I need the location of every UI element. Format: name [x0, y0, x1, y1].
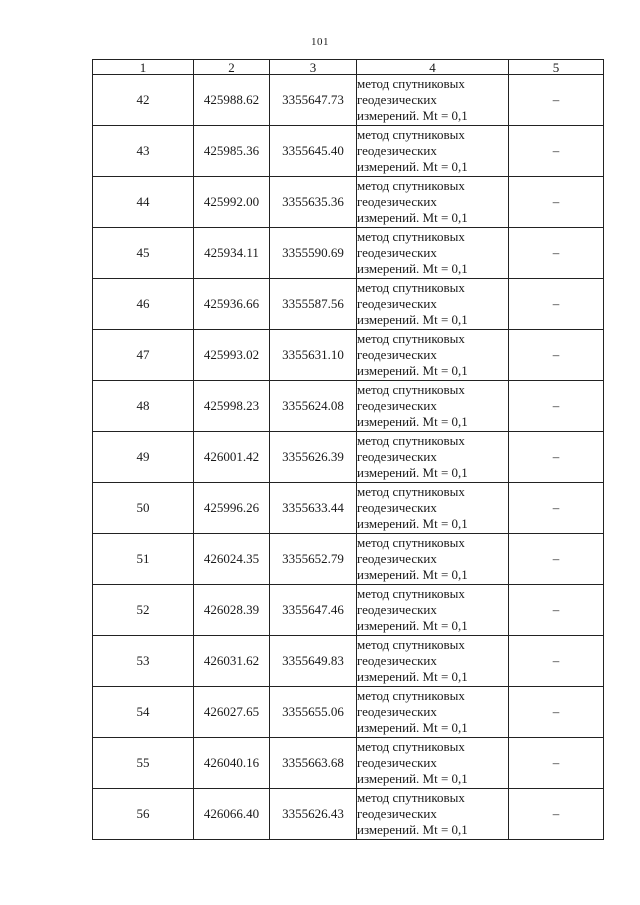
method-line: геодезических: [357, 806, 437, 821]
y-coordinate-cell: 3355652.79: [270, 534, 357, 585]
x-coordinate-cell: 426066.40: [194, 789, 270, 840]
y-coordinate-cell: 3355624.08: [270, 381, 357, 432]
method-line: геодезических: [357, 602, 437, 617]
method-line: геодезических: [357, 194, 437, 209]
table-row: [93, 534, 604, 585]
method-line: метод спутниковых: [357, 433, 465, 448]
y-coordinate-cell: 3355635.36: [270, 177, 357, 228]
method-line: метод спутниковых: [357, 280, 465, 295]
method-line: геодезических: [357, 245, 437, 260]
point-number-cell: 52: [93, 585, 194, 636]
column-header-5: 5: [509, 60, 604, 75]
x-coordinate-cell: 426001.42: [194, 432, 270, 483]
method-line: измерений. Mt = 0,1: [357, 465, 468, 480]
method-cell: [357, 126, 509, 177]
x-coordinate-cell: 425992.00: [194, 177, 270, 228]
method-line: измерений. Mt = 0,1: [357, 516, 468, 531]
point-number-cell: 54: [93, 687, 194, 738]
table-header: [93, 60, 604, 75]
x-coordinate-cell: 426028.39: [194, 585, 270, 636]
point-number-cell: 53: [93, 636, 194, 687]
method-line: измерений. Mt = 0,1: [357, 159, 468, 174]
table-body: [93, 75, 604, 840]
point-number-cell: 51: [93, 534, 194, 585]
x-coordinate-cell: 426024.35: [194, 534, 270, 585]
method-line: метод спутниковых: [357, 688, 465, 703]
method-line: измерений. Mt = 0,1: [357, 720, 468, 735]
x-coordinate-cell: 426031.62: [194, 636, 270, 687]
method-line: метод спутниковых: [357, 382, 465, 397]
table-row: [93, 738, 604, 789]
method-line: измерений. Mt = 0,1: [357, 669, 468, 684]
method-line: измерений. Mt = 0,1: [357, 363, 468, 378]
table-row: [93, 279, 604, 330]
method-cell: [357, 687, 509, 738]
method-line: измерений. Mt = 0,1: [357, 261, 468, 276]
method-line: метод спутниковых: [357, 127, 465, 142]
column-header-1: 1: [93, 60, 194, 75]
note-cell: –: [509, 381, 604, 432]
method-cell: [357, 330, 509, 381]
coordinates-table: [92, 59, 604, 840]
table-row: [93, 789, 604, 840]
method-line: геодезических: [357, 143, 437, 158]
method-line: метод спутниковых: [357, 331, 465, 346]
note-cell: –: [509, 228, 604, 279]
method-cell: [357, 75, 509, 126]
table-row: [93, 177, 604, 228]
column-header-4: 4: [357, 60, 509, 75]
page-number: 101: [311, 36, 329, 48]
note-cell: –: [509, 483, 604, 534]
method-line: метод спутниковых: [357, 229, 465, 244]
table-row: [93, 75, 604, 126]
x-coordinate-cell: 425998.23: [194, 381, 270, 432]
method-line: измерений. Mt = 0,1: [357, 771, 468, 786]
table-row: [93, 585, 604, 636]
note-cell: –: [509, 330, 604, 381]
x-coordinate-cell: 425996.26: [194, 483, 270, 534]
method-line: геодезических: [357, 449, 437, 464]
note-cell: –: [509, 687, 604, 738]
y-coordinate-cell: 3355645.40: [270, 126, 357, 177]
note-cell: –: [509, 534, 604, 585]
header-row: [93, 60, 604, 75]
y-coordinate-cell: 3355647.73: [270, 75, 357, 126]
note-cell: –: [509, 738, 604, 789]
method-line: геодезических: [357, 347, 437, 362]
method-cell: [357, 789, 509, 840]
x-coordinate-cell: 425993.02: [194, 330, 270, 381]
x-coordinate-cell: 425985.36: [194, 126, 270, 177]
method-line: метод спутниковых: [357, 76, 465, 91]
method-line: метод спутниковых: [357, 739, 465, 754]
method-cell: [357, 279, 509, 330]
method-line: геодезических: [357, 500, 437, 515]
method-line: геодезических: [357, 296, 437, 311]
x-coordinate-cell: 425988.62: [194, 75, 270, 126]
method-line: геодезических: [357, 551, 437, 566]
x-coordinate-cell: 426040.16: [194, 738, 270, 789]
method-line: геодезических: [357, 398, 437, 413]
y-coordinate-cell: 3355590.69: [270, 228, 357, 279]
method-cell: [357, 177, 509, 228]
point-number-cell: 43: [93, 126, 194, 177]
method-cell: [357, 585, 509, 636]
method-line: измерений. Mt = 0,1: [357, 210, 468, 225]
y-coordinate-cell: 3355647.46: [270, 585, 357, 636]
method-line: измерений. Mt = 0,1: [357, 567, 468, 582]
method-line: измерений. Mt = 0,1: [357, 312, 468, 327]
method-cell: [357, 228, 509, 279]
method-line: геодезических: [357, 92, 437, 107]
note-cell: –: [509, 279, 604, 330]
note-cell: –: [509, 75, 604, 126]
method-line: измерений. Mt = 0,1: [357, 822, 468, 837]
y-coordinate-cell: 3355663.68: [270, 738, 357, 789]
method-line: метод спутниковых: [357, 178, 465, 193]
table-row: [93, 228, 604, 279]
method-line: измерений. Mt = 0,1: [357, 414, 468, 429]
table-row: [93, 330, 604, 381]
y-coordinate-cell: 3355626.39: [270, 432, 357, 483]
table-row: [93, 687, 604, 738]
point-number-cell: 44: [93, 177, 194, 228]
x-coordinate-cell: 426027.65: [194, 687, 270, 738]
table-row: [93, 381, 604, 432]
note-cell: –: [509, 789, 604, 840]
x-coordinate-cell: 425936.66: [194, 279, 270, 330]
method-cell: [357, 636, 509, 687]
note-cell: –: [509, 585, 604, 636]
note-cell: –: [509, 126, 604, 177]
method-line: метод спутниковых: [357, 535, 465, 550]
method-cell: [357, 381, 509, 432]
point-number-cell: 42: [93, 75, 194, 126]
method-cell: [357, 483, 509, 534]
y-coordinate-cell: 3355626.43: [270, 789, 357, 840]
point-number-cell: 56: [93, 789, 194, 840]
method-line: геодезических: [357, 653, 437, 668]
method-line: метод спутниковых: [357, 790, 465, 805]
y-coordinate-cell: 3355633.44: [270, 483, 357, 534]
table-row: [93, 432, 604, 483]
point-number-cell: 47: [93, 330, 194, 381]
method-line: измерений. Mt = 0,1: [357, 108, 468, 123]
column-header-3: 3: [270, 60, 357, 75]
y-coordinate-cell: 3355631.10: [270, 330, 357, 381]
method-cell: [357, 738, 509, 789]
point-number-cell: 48: [93, 381, 194, 432]
method-line: геодезических: [357, 704, 437, 719]
point-number-cell: 50: [93, 483, 194, 534]
method-line: метод спутниковых: [357, 586, 465, 601]
method-line: метод спутниковых: [357, 484, 465, 499]
method-cell: [357, 534, 509, 585]
table-row: [93, 636, 604, 687]
y-coordinate-cell: 3355649.83: [270, 636, 357, 687]
method-line: измерений. Mt = 0,1: [357, 618, 468, 633]
y-coordinate-cell: 3355655.06: [270, 687, 357, 738]
point-number-cell: 45: [93, 228, 194, 279]
column-header-2: 2: [194, 60, 270, 75]
point-number-cell: 46: [93, 279, 194, 330]
point-number-cell: 55: [93, 738, 194, 789]
method-line: геодезических: [357, 755, 437, 770]
point-number-cell: 49: [93, 432, 194, 483]
method-cell: [357, 432, 509, 483]
table-row: [93, 126, 604, 177]
method-line: метод спутниковых: [357, 637, 465, 652]
note-cell: –: [509, 432, 604, 483]
table-row: [93, 483, 604, 534]
y-coordinate-cell: 3355587.56: [270, 279, 357, 330]
note-cell: –: [509, 636, 604, 687]
x-coordinate-cell: 425934.11: [194, 228, 270, 279]
note-cell: –: [509, 177, 604, 228]
